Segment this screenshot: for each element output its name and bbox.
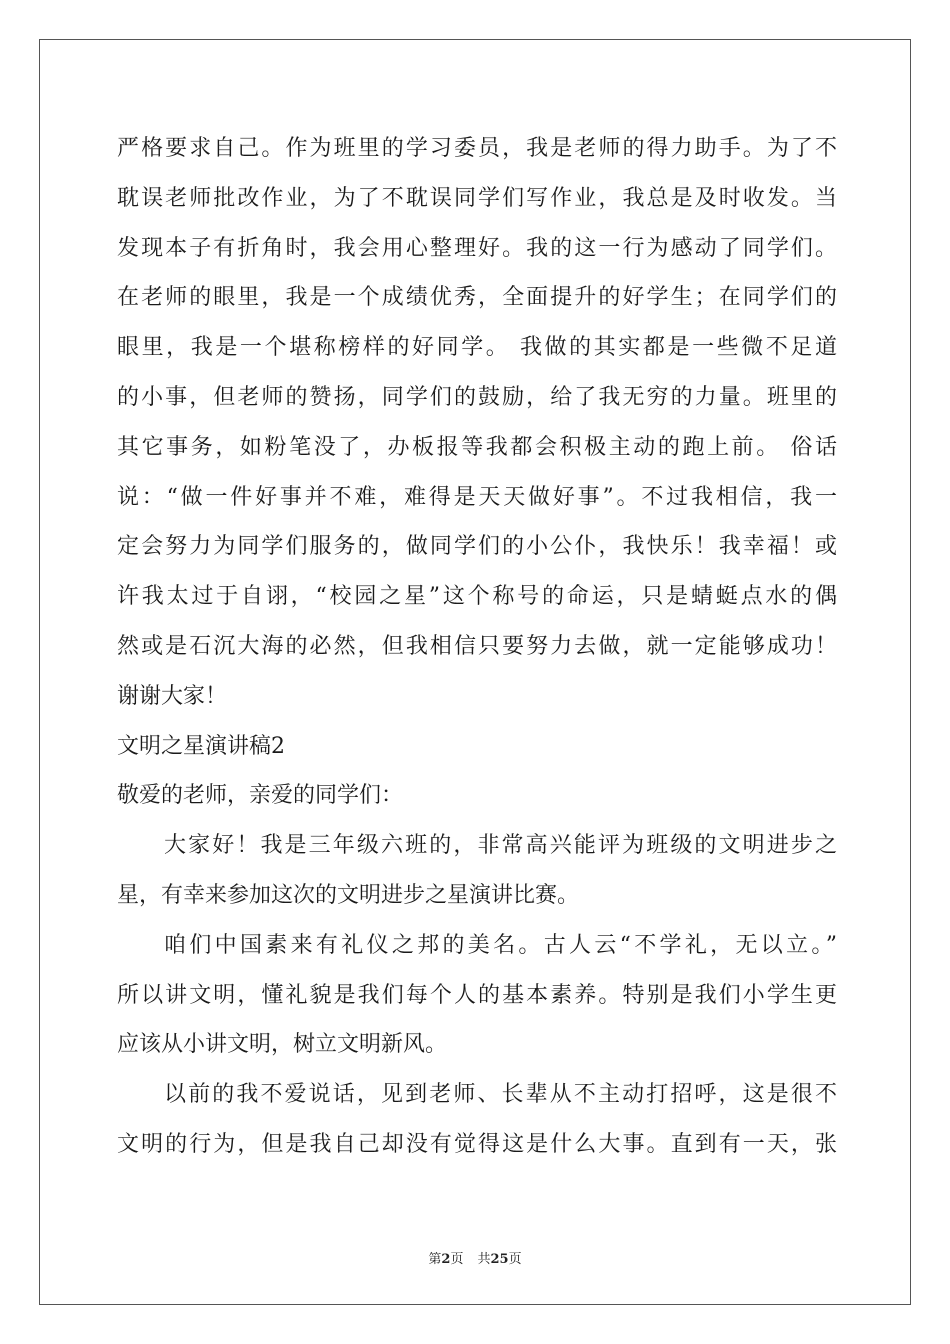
body-line: 说：“做一件好事并不难，难得是天天做好事”。不过我相信，我一 (117, 484, 837, 510)
closing-line: 谢谢大家！ (117, 683, 228, 709)
paragraph-first-line: 以前的我不爱说话，见到老师、长辈从不主动打招呼，这是很不 (164, 1082, 837, 1108)
body-line: 应该从小讲文明，树立文明新风。 (117, 1032, 448, 1058)
body-line: 的小事，但老师的赞扬，同学们的鼓励，给了我无穷的力量。班里的 (117, 384, 837, 410)
page-footer (0, 1248, 950, 1267)
body-line: 耽误老师批改作业，为了不耽误同学们写作业，我总是及时收发。当 (117, 185, 837, 211)
body-line: 星，有幸来参加这次的文明进步之星演讲比赛。 (117, 882, 580, 908)
paragraph-first-line: 咱们中国素来有礼仪之邦的美名。古人云“不学礼，无以立。” (164, 932, 837, 958)
page-prefix: 第 (428, 1252, 442, 1267)
body-line: 然或是石沉大海的必然，但我相信只要努力去做，就一定能够成功！ (117, 633, 837, 659)
body-line: 所以讲文明，懂礼貌是我们每个人的基本素养。特别是我们小学生更 (117, 982, 837, 1008)
body-line: 眼里，我是一个堪称榜样的好同学。 我做的其实都是一些微不足道 (117, 335, 837, 361)
page-total: 25 (490, 1252, 509, 1267)
document-body (117, 124, 837, 1170)
total-suffix: 页 (508, 1252, 522, 1267)
body-line: 在老师的眼里，我是一个成绩优秀，全面提升的好学生；在同学们的 (117, 285, 837, 311)
body-line: 许我太过于自诩，“校园之星”这个称号的命运，只是蜻蜓点水的偶 (117, 584, 837, 610)
page-number: 2 (441, 1252, 451, 1267)
paragraph-first-line: 大家好！我是三年级六班的，非常高兴能评为班级的文明进步之 (164, 833, 837, 859)
salutation: 敬爱的老师，亲爱的同学们： (117, 783, 404, 809)
total-prefix: 共 (477, 1252, 491, 1267)
body-line: 文明的行为，但是我自己却没有觉得这是什么大事。直到有一天，张 (117, 1131, 837, 1157)
body-line: 严格要求自己。作为班里的学习委员，我是老师的得力助手。为了不 (117, 136, 837, 161)
page-suffix: 页 (450, 1252, 464, 1267)
section-heading: 文明之星演讲稿2 (117, 733, 285, 759)
body-line: 其它事务，如粉笔没了，办板报等我都会积极主动的跑上前。 俗话 (117, 434, 837, 460)
body-line: 定会努力为同学们服务的，做同学们的小公仆，我快乐！我幸福！或 (117, 534, 837, 560)
body-line: 发现本子有折角时，我会用心整理好。我的这一行为感动了同学们。 (117, 235, 837, 261)
